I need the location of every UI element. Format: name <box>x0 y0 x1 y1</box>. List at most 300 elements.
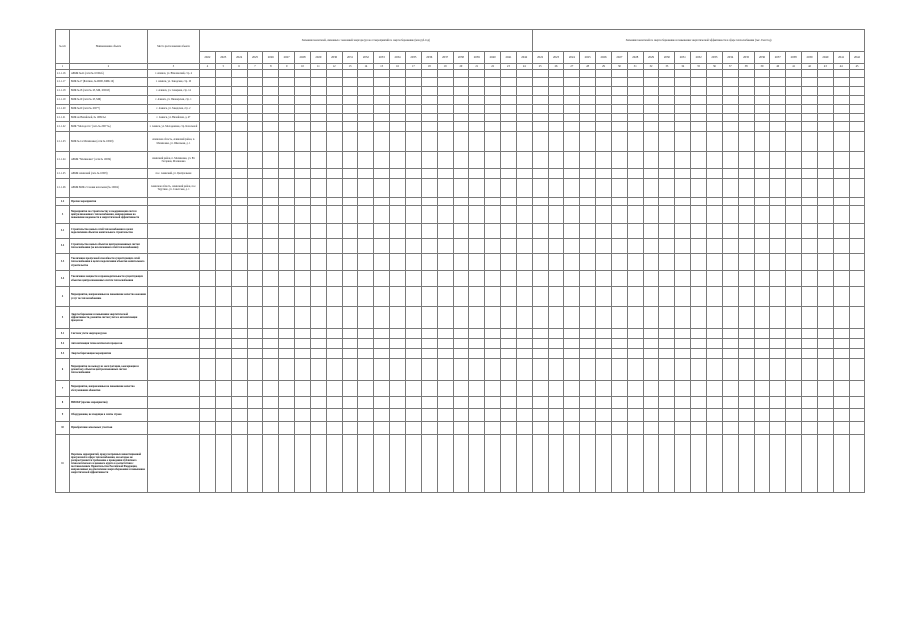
data-cell <box>849 422 865 435</box>
data-cell <box>342 179 358 198</box>
data-cell <box>469 105 485 114</box>
data-cell <box>659 70 675 78</box>
data-cell <box>722 152 738 169</box>
data-cell <box>817 435 833 493</box>
data-cell <box>405 239 421 254</box>
row-address <box>148 198 200 206</box>
data-cell <box>580 397 596 409</box>
data-cell <box>675 179 691 198</box>
data-cell <box>326 254 342 271</box>
column-index: 31 <box>627 64 643 70</box>
data-cell <box>390 339 406 349</box>
data-cell <box>722 224 738 239</box>
data-cell <box>200 287 216 307</box>
data-cell <box>342 381 358 397</box>
data-cell <box>231 206 247 224</box>
data-cell <box>295 329 311 339</box>
data-cell <box>485 114 501 122</box>
row-object-name: БМК на Вилейской, № 1999 №1 <box>70 114 148 122</box>
data-cell <box>374 359 390 381</box>
data-cell <box>421 78 437 87</box>
data-cell <box>453 87 469 96</box>
data-cell <box>643 87 659 96</box>
data-cell <box>263 381 279 397</box>
data-cell <box>817 329 833 339</box>
data-cell <box>231 152 247 169</box>
data-cell <box>532 179 548 198</box>
data-cell <box>501 206 517 224</box>
data-cell <box>310 105 326 114</box>
data-cell <box>485 152 501 169</box>
data-cell <box>786 206 802 224</box>
data-cell <box>596 105 612 114</box>
row-object-name: Мероприятия по строительству и модернизации систем централизованного теплоснабжения, направленные на повышение надежности и энергетической эффективности <box>70 206 148 224</box>
data-cell <box>548 359 564 381</box>
data-cell <box>501 397 517 409</box>
row-num: 2.1.1.23 <box>56 132 70 152</box>
data-cell <box>326 307 342 329</box>
data-cell <box>802 105 818 114</box>
data-cell <box>596 78 612 87</box>
data-cell <box>295 169 311 179</box>
data-cell <box>437 307 453 329</box>
data-cell <box>691 287 707 307</box>
row-object-name: БМК №17 (Бахтина, №10000, БМК 16) <box>70 78 148 87</box>
data-cell <box>326 397 342 409</box>
data-cell <box>453 224 469 239</box>
row-object-name: АБМК БМК 2 газовая котельная (№ 10004) <box>70 179 148 198</box>
data-cell <box>770 169 786 179</box>
data-cell <box>659 169 675 179</box>
column-index: 19 <box>437 64 453 70</box>
data-cell <box>738 198 754 206</box>
row-object-name: БМК №19 (сети № 18, МБ) <box>70 96 148 105</box>
data-cell <box>342 122 358 132</box>
data-cell <box>627 132 643 152</box>
data-cell <box>263 287 279 307</box>
data-cell <box>390 271 406 287</box>
data-cell <box>390 307 406 329</box>
data-cell <box>802 307 818 329</box>
data-cell <box>279 179 295 198</box>
data-cell <box>691 307 707 329</box>
data-cell <box>691 224 707 239</box>
data-cell <box>691 381 707 397</box>
data-cell <box>231 307 247 329</box>
year-header-group1: 2031 <box>342 52 358 64</box>
year-header-group2: 2026 <box>596 52 612 64</box>
data-cell <box>659 422 675 435</box>
data-cell <box>200 96 216 105</box>
data-cell <box>675 287 691 307</box>
row-object-name: Мероприятия, направленные на повышение качества оказания услуг по теплоснабжению <box>70 287 148 307</box>
column-index: 13 <box>342 64 358 70</box>
data-cell <box>611 132 627 152</box>
data-cell <box>786 307 802 329</box>
data-cell <box>247 105 263 114</box>
row-address: г. Ачинск, ул. Пионерская, стр. 1 <box>148 96 200 105</box>
data-cell <box>754 307 770 329</box>
data-cell <box>516 224 532 239</box>
data-cell <box>421 152 437 169</box>
data-cell <box>231 409 247 422</box>
data-cell <box>358 169 374 179</box>
data-cell <box>817 349 833 359</box>
data-cell <box>310 87 326 96</box>
data-cell <box>627 381 643 397</box>
data-cell <box>580 409 596 422</box>
data-cell <box>279 239 295 254</box>
data-cell <box>326 271 342 287</box>
data-cell <box>564 78 580 87</box>
data-cell <box>485 224 501 239</box>
data-cell <box>295 122 311 132</box>
data-cell <box>611 179 627 198</box>
data-cell <box>643 307 659 329</box>
data-cell <box>849 122 865 132</box>
data-cell <box>279 287 295 307</box>
data-cell <box>611 254 627 271</box>
data-cell <box>374 329 390 339</box>
column-index: 36 <box>707 64 723 70</box>
data-cell <box>691 198 707 206</box>
row-address <box>148 435 200 493</box>
table-row <box>56 179 865 198</box>
data-cell <box>215 339 231 349</box>
data-cell <box>516 329 532 339</box>
data-cell <box>564 152 580 169</box>
header-group-energy: Значения показателей по энергосбережению и повышению энергетической эффективности в сфере теплоснабжения (тыс. Гкал/год) <box>532 30 865 52</box>
data-cell <box>659 96 675 105</box>
data-cell <box>786 349 802 359</box>
data-cell <box>342 114 358 122</box>
data-cell <box>453 422 469 435</box>
data-cell <box>627 96 643 105</box>
data-cell <box>596 70 612 78</box>
data-cell <box>453 339 469 349</box>
data-cell <box>342 70 358 78</box>
data-cell <box>770 70 786 78</box>
data-cell <box>627 287 643 307</box>
data-cell <box>532 224 548 239</box>
data-cell <box>627 422 643 435</box>
data-cell <box>295 254 311 271</box>
data-cell <box>754 381 770 397</box>
data-cell <box>390 329 406 339</box>
data-cell <box>817 206 833 224</box>
data-cell <box>390 381 406 397</box>
data-cell <box>849 198 865 206</box>
data-cell <box>707 349 723 359</box>
data-cell <box>358 329 374 339</box>
data-cell <box>770 87 786 96</box>
column-index: 18 <box>421 64 437 70</box>
data-cell <box>516 254 532 271</box>
data-cell <box>390 206 406 224</box>
data-cell <box>754 87 770 96</box>
column-index: 3 <box>148 64 200 70</box>
row-address <box>148 239 200 254</box>
data-cell <box>707 152 723 169</box>
data-cell <box>802 224 818 239</box>
data-cell <box>548 78 564 87</box>
data-cell <box>485 239 501 254</box>
data-cell <box>754 206 770 224</box>
table-row <box>56 329 865 339</box>
data-cell <box>295 339 311 349</box>
data-cell <box>231 287 247 307</box>
column-index: 25 <box>532 64 548 70</box>
data-cell <box>453 78 469 87</box>
data-cell <box>548 381 564 397</box>
data-cell <box>231 70 247 78</box>
data-cell <box>849 287 865 307</box>
data-cell <box>611 152 627 169</box>
row-num: 10 <box>56 422 70 435</box>
data-cell <box>770 78 786 87</box>
data-cell <box>532 122 548 132</box>
data-cell <box>643 152 659 169</box>
data-cell <box>707 329 723 339</box>
data-cell <box>627 239 643 254</box>
data-cell <box>707 179 723 198</box>
data-cell <box>421 105 437 114</box>
data-cell <box>501 271 517 287</box>
data-cell <box>548 287 564 307</box>
data-cell <box>707 198 723 206</box>
data-cell <box>247 287 263 307</box>
data-cell <box>295 381 311 397</box>
row-object-name: Оборудование, не входящее в сметы строек <box>70 409 148 422</box>
data-cell <box>833 114 849 122</box>
data-cell <box>643 224 659 239</box>
data-cell <box>200 179 216 198</box>
data-cell <box>738 271 754 287</box>
row-num: 6 <box>56 359 70 381</box>
data-cell <box>548 179 564 198</box>
data-cell <box>469 435 485 493</box>
data-cell <box>516 132 532 152</box>
data-cell <box>263 239 279 254</box>
data-cell <box>516 152 532 169</box>
data-cell <box>659 206 675 224</box>
data-cell <box>802 254 818 271</box>
data-cell <box>247 349 263 359</box>
data-cell <box>501 70 517 78</box>
data-cell <box>200 397 216 409</box>
data-cell <box>548 70 564 78</box>
row-address <box>148 359 200 381</box>
year-header-group2: 2022 <box>532 52 548 64</box>
data-cell <box>200 114 216 122</box>
data-cell <box>548 349 564 359</box>
row-num: 2.1.1.18 <box>56 87 70 96</box>
data-cell <box>342 96 358 105</box>
data-cell <box>374 224 390 239</box>
data-cell <box>374 435 390 493</box>
year-header-group2: 2032 <box>691 52 707 64</box>
data-cell <box>786 87 802 96</box>
data-cell <box>643 96 659 105</box>
data-cell <box>786 435 802 493</box>
data-cell <box>627 409 643 422</box>
data-cell <box>485 409 501 422</box>
header-group-economy: Значения показателей, связанных с экономией энергоресурсов от мероприятий по энергосбережению (млн руб./год) <box>200 30 533 52</box>
data-cell <box>802 397 818 409</box>
data-cell <box>263 87 279 96</box>
data-cell <box>627 224 643 239</box>
data-cell <box>453 435 469 493</box>
data-cell <box>786 329 802 339</box>
data-cell <box>627 349 643 359</box>
year-header-group1: 2028 <box>295 52 311 64</box>
table-row <box>56 254 865 271</box>
row-object-name: Перечень мероприятий, предусмотренных инвестиционной программой в сфере теплоснабжения, на которые не распространяется требование о проведении публичного технологического и ценового аудита в соответствии с постановлением Правительства Российской Федерации, направленных на обеспечение энергосбережения и повышение энергетической эффективности <box>70 435 148 493</box>
row-num: 5.1 <box>56 329 70 339</box>
data-cell <box>247 78 263 87</box>
year-header-group1: 2022 <box>200 52 216 64</box>
data-cell <box>200 359 216 381</box>
year-header-group2: 2024 <box>564 52 580 64</box>
data-cell <box>405 224 421 239</box>
data-cell <box>437 435 453 493</box>
data-cell <box>200 224 216 239</box>
data-cell <box>802 198 818 206</box>
data-cell <box>342 359 358 381</box>
data-cell <box>247 422 263 435</box>
data-cell <box>279 409 295 422</box>
data-cell <box>532 339 548 349</box>
data-cell <box>310 397 326 409</box>
year-header-group1: 2023 <box>215 52 231 64</box>
data-cell <box>833 179 849 198</box>
data-cell <box>722 381 738 397</box>
data-cell <box>643 329 659 339</box>
data-cell <box>770 381 786 397</box>
table-row <box>56 206 865 224</box>
data-cell <box>580 422 596 435</box>
data-cell <box>295 287 311 307</box>
data-cell <box>437 179 453 198</box>
data-cell <box>310 122 326 132</box>
data-cell <box>437 96 453 105</box>
data-cell <box>295 105 311 114</box>
column-index: 2 <box>70 64 148 70</box>
data-cell <box>358 435 374 493</box>
data-cell <box>659 254 675 271</box>
data-cell <box>722 254 738 271</box>
column-index: 5 <box>215 64 231 70</box>
data-cell <box>802 422 818 435</box>
data-cell <box>310 409 326 422</box>
data-cell <box>421 132 437 152</box>
data-cell <box>691 435 707 493</box>
data-cell <box>405 381 421 397</box>
data-cell <box>231 224 247 239</box>
data-cell <box>215 70 231 78</box>
data-cell <box>231 435 247 493</box>
data-cell <box>342 307 358 329</box>
year-header-group2: 2029 <box>643 52 659 64</box>
row-num: 2.1.1.19 <box>56 96 70 105</box>
data-cell <box>469 96 485 105</box>
year-header-group1: 2039 <box>469 52 485 64</box>
data-cell <box>659 132 675 152</box>
data-cell <box>548 114 564 122</box>
data-cell <box>263 169 279 179</box>
data-cell <box>453 105 469 114</box>
data-cell <box>770 435 786 493</box>
row-address: Ачинский район, п. Малиновка, ул. Ю. Гагарина, Малиновка <box>148 152 200 169</box>
data-cell <box>786 224 802 239</box>
column-index: 43 <box>817 64 833 70</box>
column-index: 27 <box>564 64 580 70</box>
data-cell <box>707 132 723 152</box>
data-cell <box>754 70 770 78</box>
data-cell <box>770 96 786 105</box>
data-cell <box>390 179 406 198</box>
data-cell <box>707 271 723 287</box>
row-address <box>148 224 200 239</box>
data-cell <box>421 339 437 349</box>
data-cell <box>263 105 279 114</box>
data-cell <box>754 96 770 105</box>
data-cell <box>802 206 818 224</box>
row-address: Ачинская область, Ачинский район, п. Малиновка, ул. Школьная, д. 1 <box>148 132 200 152</box>
data-cell <box>374 339 390 349</box>
table-row <box>56 122 865 132</box>
year-header-group2: 2033 <box>707 52 723 64</box>
data-cell <box>817 254 833 271</box>
data-cell <box>564 422 580 435</box>
row-num: 3.2 <box>56 239 70 254</box>
data-cell <box>421 435 437 493</box>
row-num: 2.1.1.25 <box>56 169 70 179</box>
data-cell <box>453 381 469 397</box>
column-index: 38 <box>738 64 754 70</box>
data-cell <box>786 132 802 152</box>
data-cell <box>469 169 485 179</box>
header-object-name: Наименование объекта <box>70 30 148 64</box>
data-cell <box>516 381 532 397</box>
data-cell <box>738 114 754 122</box>
data-cell <box>453 122 469 132</box>
data-cell <box>611 409 627 422</box>
data-cell <box>643 198 659 206</box>
data-cell <box>722 206 738 224</box>
data-cell <box>358 254 374 271</box>
data-cell <box>548 397 564 409</box>
data-cell <box>295 435 311 493</box>
data-cell <box>643 169 659 179</box>
data-cell <box>263 329 279 339</box>
data-cell <box>516 179 532 198</box>
data-cell <box>485 287 501 307</box>
data-cell <box>215 206 231 224</box>
data-cell <box>310 152 326 169</box>
data-cell <box>627 78 643 87</box>
data-cell <box>437 114 453 122</box>
data-cell <box>342 239 358 254</box>
data-cell <box>310 78 326 87</box>
data-cell <box>691 239 707 254</box>
data-cell <box>564 96 580 105</box>
data-cell <box>485 179 501 198</box>
data-cell <box>215 132 231 152</box>
data-cell <box>215 224 231 239</box>
data-cell <box>802 169 818 179</box>
data-cell <box>485 169 501 179</box>
